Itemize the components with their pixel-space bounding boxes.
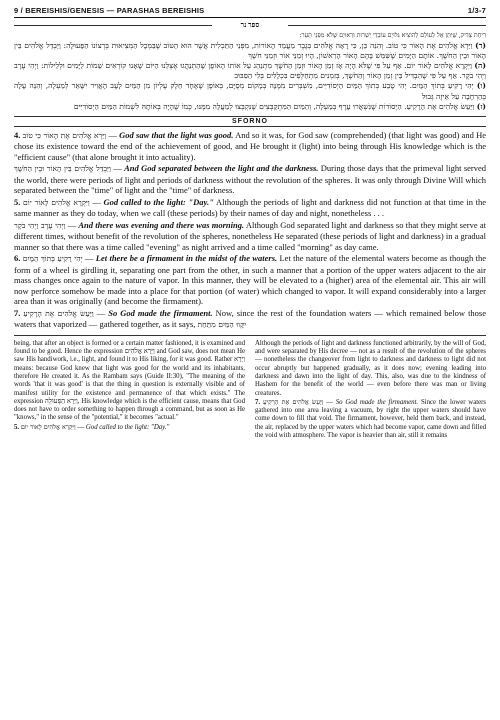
hebrew-line: רִיחַת צַדִּיק, שֶׁיִּתֵּן אֵל לְעוֹלָם לְהוֹצִיא גִּלּוּיָם עוֹבְדֵי יַשְׁרוּת וּרְאוּיָם שֶׁלֹּא מִפְּנֵי תַּעַר: — [299, 32, 486, 39]
sforno-entry: 4. וַיַּרְא אֱלֹהִים אֶת הָאוֹר כִּי טוֹב — God saw that the light was good. And so it was, for God saw (comprehended) (that light was good) and He chose its existence toward the end of the achievement of good, and He brought it (light) into being through His knowledge which is the "efficient cause" (that alone brought it into actuality). — [14, 129, 487, 162]
section-label: ספר נר — [14, 21, 486, 29]
notes-columns — [14, 335, 486, 441]
hebrew-verse-7: (ז) וַיַּעַשׂ אֱלֹהִים אֶת הָרָקִיעַ. הַיְסוֹדוֹת שֶׁנִּשְׁאֲרוּ עָרֶף בְּמַעְלָה, וְהַמַּיִם הַמִּתְקַבְּצִים שֶׁנִּקְבְּצוּ לְמַעֲלָה מִמֶּנּוּ, כְּמוֹ שֶׁהָיָה בְּאוֹתָהּ לִשְׁמוֹת הַמַּיִם הַיְסוֹדִיִּים — [73, 101, 486, 111]
sforno-entry: 7. וַיַּעַשׂ אֱלֹהִים אֶת הָרָקִיעַ — So God made the firmament. Now, since the rest of the foundation waters — which remained below those waters that vaporized — gathered together, as it says, יִקָּווּ הַמַּיִם מִתַּחַת — [14, 307, 487, 330]
note-entry: 7. וַיַּעַשׂ אֱלֹהִים אֶת הָרָקִיעַ — So God made the firmament. Since the lower waters gathered into one area leaving a vacuum, by right the upper waters should have come down to fill that void. The firmament, however, held them back, and instead, the air, replaced by the upper waters which had become vapor, came down and filled the void with atmosphere. The vapor is heavier than air, still it remains — [255, 397, 487, 440]
header-title: 9 / BEREISHIS/GENESIS — PARASHAS BEREISHIS — [14, 6, 205, 15]
sforno-entry: 5. וַיִּקְרָא אֱלֹהִים לָאוֹר יוֹם — God called to the light: "Day." Although the periods of light and darkness did not function at that time in the same manner as they do today, when we call (these periods) by their names of day and night, nonetheless . . . — [14, 196, 487, 219]
hebrew-commentary — [14, 31, 486, 112]
running-header — [14, 6, 486, 18]
hebrew-verse-6: (ו) יְהִי רָקִיעַ בְּתוֹךְ הַמָּיִם. יְהִי טֶבַע בְּתוֹךְ הַמַּיִם הַיְסוֹדִיִּים, מִשְׁבְּרִים מִמֶּנָּה בְּמָקוֹם מְסֻיָּם, בְּאוֹפֶן שֶׁאֶחָד חֵלֶק עֶלְיוֹן מִן הַמַּיִם לָעָב הָאֲוִיר יִשָּׁאֵר לְמַעְלָה, וְהִנֵּה עָלָה בְּהַרְחָבָה עַל אֵיזֶה גְּבוּל — [14, 81, 486, 101]
sforno-section-label: SFORNO — [14, 116, 486, 127]
notes-right-column — [255, 340, 486, 441]
sforno-entry: וַיַּבְדֵּל אֱלֹהִים בֵּין הָאוֹר וּבֵין הַחֹשֶׁךְ — And God separated between the light and the darkness. During those days that the primeval light served the world, there were periods of light and periods of darkness without the revolution of the spheres. It was only through Divine Will which separated between the "time" of light and the "time" of darkness. — [14, 163, 487, 196]
hebrew-verse-5: (ה) וַיִּקְרָא אֱלֹהִים לָאוֹר יוֹם. אַף עַל פִּי שֶׁלֹּא הָיָה אָז זְמַן הָאוֹר וּזְמַן הַחֹשֶׁךְ מִתְנַהֵג עַל אוֹתוֹ הָאוֹפֶן שֶׁהַתְנַהֲגוּ אֶצְלֵנוּ הַיּוֹם שֶׁאָנוּ קוֹרְאִים שֵׁמוֹת לַיָּמִים וּלְלֵילוֹת: וַיְהִי עֶרֶב וַיְהִי בֹקֶר. אַף עַל פִּי שֶׁהִבְדִּיל בֵּין זְמַן הָאוֹר וְהַחֹשֶׁךְ, בְּזִמְנִים מִתְחַלְּפִים בִּכְלָלִים בְּלִי הַסִּבּוּב — [14, 61, 486, 81]
notes-left-column — [14, 340, 245, 441]
note-entry: 5. וַיִּקְרָא אֱלֹהִים לָאוֹר יוֹם — God called to the light: "Day." — [14, 422, 170, 431]
sforno-commentary — [14, 130, 486, 331]
sforno-entry: 6. יְהִי רָקִיעַ בְּתוֹךְ הַמָּיִם — Let there be a firmament in the midst of the waters. Let the nature of the elemental waters become as though the form of a wheel is girdling it, separating one part from the other, in such a manner that a portion of the upper waters adjacent to the air mass changes once again to the nature of vapor. In this manner, they will be elevated to a (higher) area of the elemental air. This air will now perforce somehow be made into a place for that portion (of water) which changed to vapor. It will expand considerably into a larger area than it was originally (and become the firmament). — [14, 253, 487, 307]
note-text: Although the periods of light and darkness functioned arbitrarily, by the will of God, and were separated by His decree — not as a result of the revolution of the spheres — nonetheless the changeover from light to darkness and darkness to light did not occur abruptly but happened gradually, as it does now; evening leading into darkness and dawn into the light of day. This, also, was due to the kindness of Hashem for the benefit of the world — even before there was man or living creatures. — [255, 339, 486, 397]
note-text: being, that after an object is formed or a certain matter fashioned, it is examined and found to be good. Hence the expression וַיַּרְא אֱלֹהִים and God saw, does not mean He saw His handiwork, i.e., light, and found it to His liking, for it was good. Rather וַיַּרְא means: because God knew that light was good for the world and its inhabitants, therefore He created it. As the Rambam says (Guide II:30), "The meaning of the words 'that it was good' is that the thing in question is externally visible and of manifest utility for the existence and permanence of that which exists." The expression וַיַּרְא הַפָּעוּלָה, His knowledge which is the efficient cause, means that God does not have to order something to happen through a command, but as soon as He "knows," in the sense of the "potential," it becomes "actual." — [14, 339, 245, 422]
sforno-entry: וַיְהִי עֶרֶב וַיְהִי בֹקֶר — And there was evening and there was morning. Although God separated light and darkness so that they might serve at different times, without benefit of the revolution of the spheres, nonetheless He separated (these periods of light and darkness) in a gradual manner so that there was a time called "evening" as night arrived and a time called "morning" as day came. — [14, 219, 487, 252]
hebrew-verse-4: (ד) וַיַּרְא אֱלֹהִים אֶת הָאוֹר כִּי טוֹב. וְהִנֵּה כֵּן, כִּי רָאָה אֱלֹהִים בְּגֶבֶר מַעֲמַד הָאוֹרוֹת, מִפְּנֵי הַתַּכְלִית אֲשֶׁר הוּא הַטּוֹב שֶׁבַּמְּכָל הַמְּצִיאוּת בְּרְצוֹנוֹ הַפָּעוּלָה: וַיַּבְדֵּל אֱלֹהִים בֵּין הָאוֹר וּבֵין הַחֹשֶׁךְ. אוֹתָם הַיָּמִים שֶׁשִּׁמֵּשׁ בָּהֶם הָאוֹר הָרִאשׁוֹן, הָיוּ זְמַנֵּי אוֹר וּזְמַנֵּי חֹשֶׁךְ — [14, 41, 486, 61]
header-reference: 1/3-7 — [467, 6, 486, 15]
